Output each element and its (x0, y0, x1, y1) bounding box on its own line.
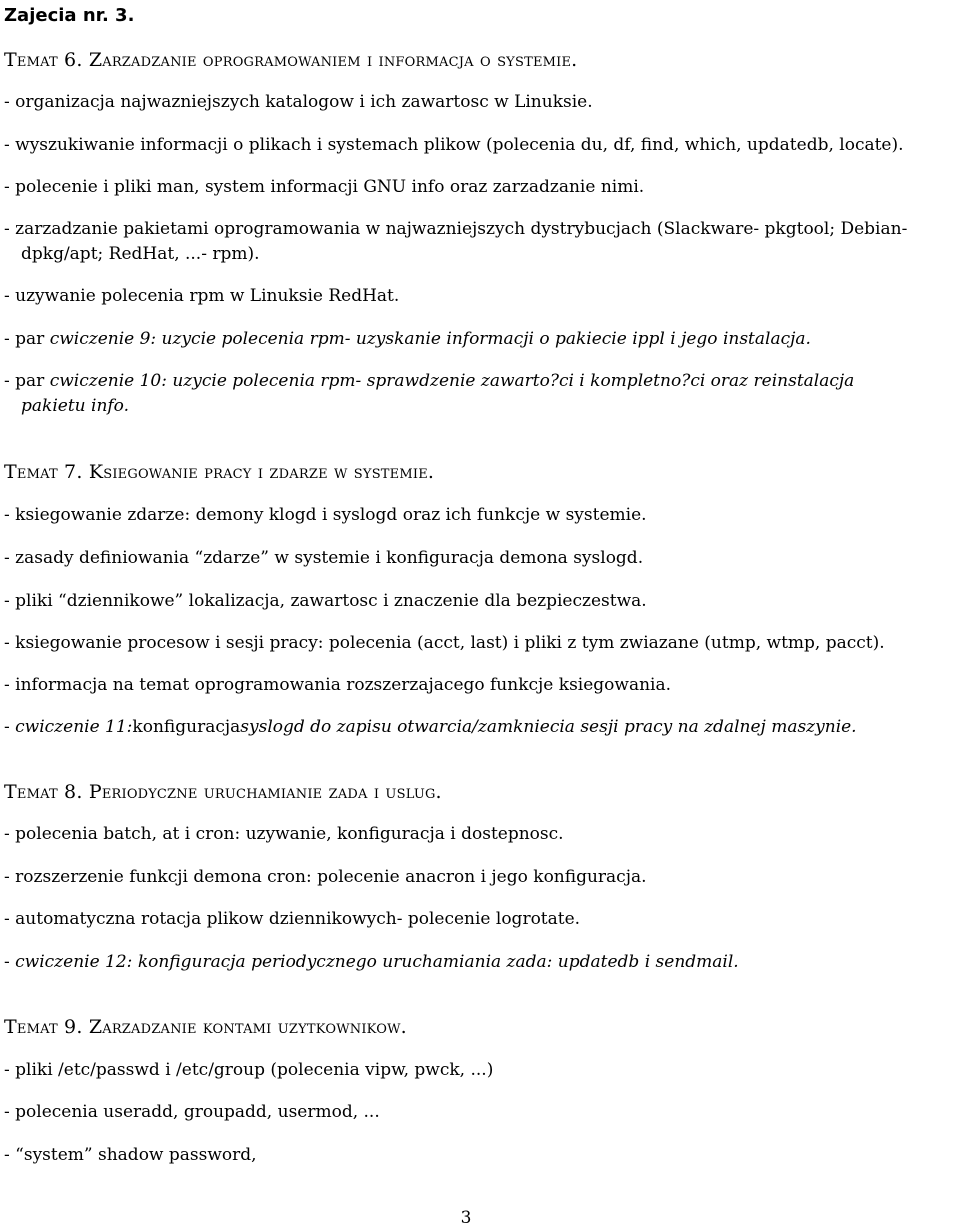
section-heading-temat-6: Temat 6. Zarzadzanie oprogramowaniem i informacja o systemie. (4, 49, 578, 71)
list-item: - zasady definiowania “zdarze” w systemie i konfiguracja demona syslogd. (4, 548, 644, 568)
list-item: - rozszerzenie funkcji demona cron: polecenie anacron i jego konfiguracja. (4, 867, 647, 887)
list-item: - pliki “dziennikowe” lokalizacja, zawartosc i znaczenie dla bezpieczestwa. (4, 591, 647, 611)
list-item: - polecenie i pliki man, system informacji GNU info oraz zarzadzanie nimi. (4, 177, 645, 197)
list-item-continuation: dpkg/apt; RedHat, ...- rpm). (21, 244, 260, 264)
list-item: - automatyczna rotacja plikow dziennikowych- polecenie logrotate. (4, 909, 581, 929)
list-item (4, 217, 954, 267)
list-item: - pliki /etc/passwd i /etc/group (polecenia vipw, pwck, ...) (4, 1060, 494, 1080)
list-item: - uzywanie polecenia rpm w Linuksie RedHat. (4, 286, 400, 306)
list-item: - polecenia batch, at i cron: uzywanie, konfiguracja i dostepnosc. (4, 824, 564, 844)
exercise-text: cwiczenie 11: (15, 717, 133, 737)
exercise-text-continuation: pakietu info. (21, 396, 130, 416)
list-item-line: - zarzadzanie pakietami oprogramowania w najwazniejszych dystrybucjach (Slackware- pkgtool; Debian- (4, 219, 908, 239)
section-heading-temat-9: Temat 9. Zarzadzanie kontami uzytkownikow. (4, 1016, 407, 1038)
section-heading-temat-8: Temat 8. Periodyczne uruchamianie zada i uslug. (4, 781, 442, 803)
list-item: - polecenia useradd, groupadd, usermod, ... (4, 1102, 380, 1122)
list-item (4, 715, 954, 740)
exercise-text: cwiczenie 9: uzycie polecenia rpm- uzyskanie informacji o pakiecie ippl i jego instalacja. (49, 329, 811, 349)
page-number: 3 (460, 1208, 472, 1228)
list-item (4, 950, 954, 975)
document-title: Zajecia nr. 3. (4, 5, 135, 26)
exercise-text: syslogd do zapisu otwarcia/zamkniecia sesji pracy na zdalnej maszynie. (240, 717, 857, 737)
list-item-prefix: - par (4, 329, 50, 349)
list-item-prefix: - par (4, 371, 50, 391)
section-heading-temat-7: Temat 7. Ksiegowanie pracy i zdarze w systemie. (4, 461, 435, 483)
list-item: - “system” shadow password, (4, 1145, 257, 1165)
list-item-plain-text: konfiguracja (132, 717, 241, 737)
list-item: - wyszukiwanie informacji o plikach i systemach plikow (polecenia du, df, find, which, updatedb, locate). (4, 135, 904, 155)
list-item: - organizacja najwazniejszych katalogow i ich zawartosc w Linuksie. (4, 92, 593, 112)
list-item-prefix: - (4, 952, 16, 972)
exercise-text: cwiczenie 10: uzycie polecenia rpm- sprawdzenie zawarto?ci i kompletno?ci oraz reinstalacja (49, 371, 855, 391)
list-item: - informacja na temat oprogramowania rozszerzajacego funkcje ksiegowania. (4, 675, 672, 695)
list-item: - ksiegowanie zdarze: demony klogd i syslogd oraz ich funkcje w systemie. (4, 505, 647, 525)
list-item (4, 327, 954, 352)
list-item: - ksiegowanie procesow i sesji pracy: polecenia (acct, last) i pliki z tym zwiazane (utmp, wtmp, pacct). (4, 633, 885, 653)
list-item-prefix: - (4, 717, 16, 737)
exercise-text: cwiczenie 12: konfiguracja periodycznego uruchamiania zada: updatedb i sendmail. (15, 952, 739, 972)
list-item (4, 369, 954, 419)
